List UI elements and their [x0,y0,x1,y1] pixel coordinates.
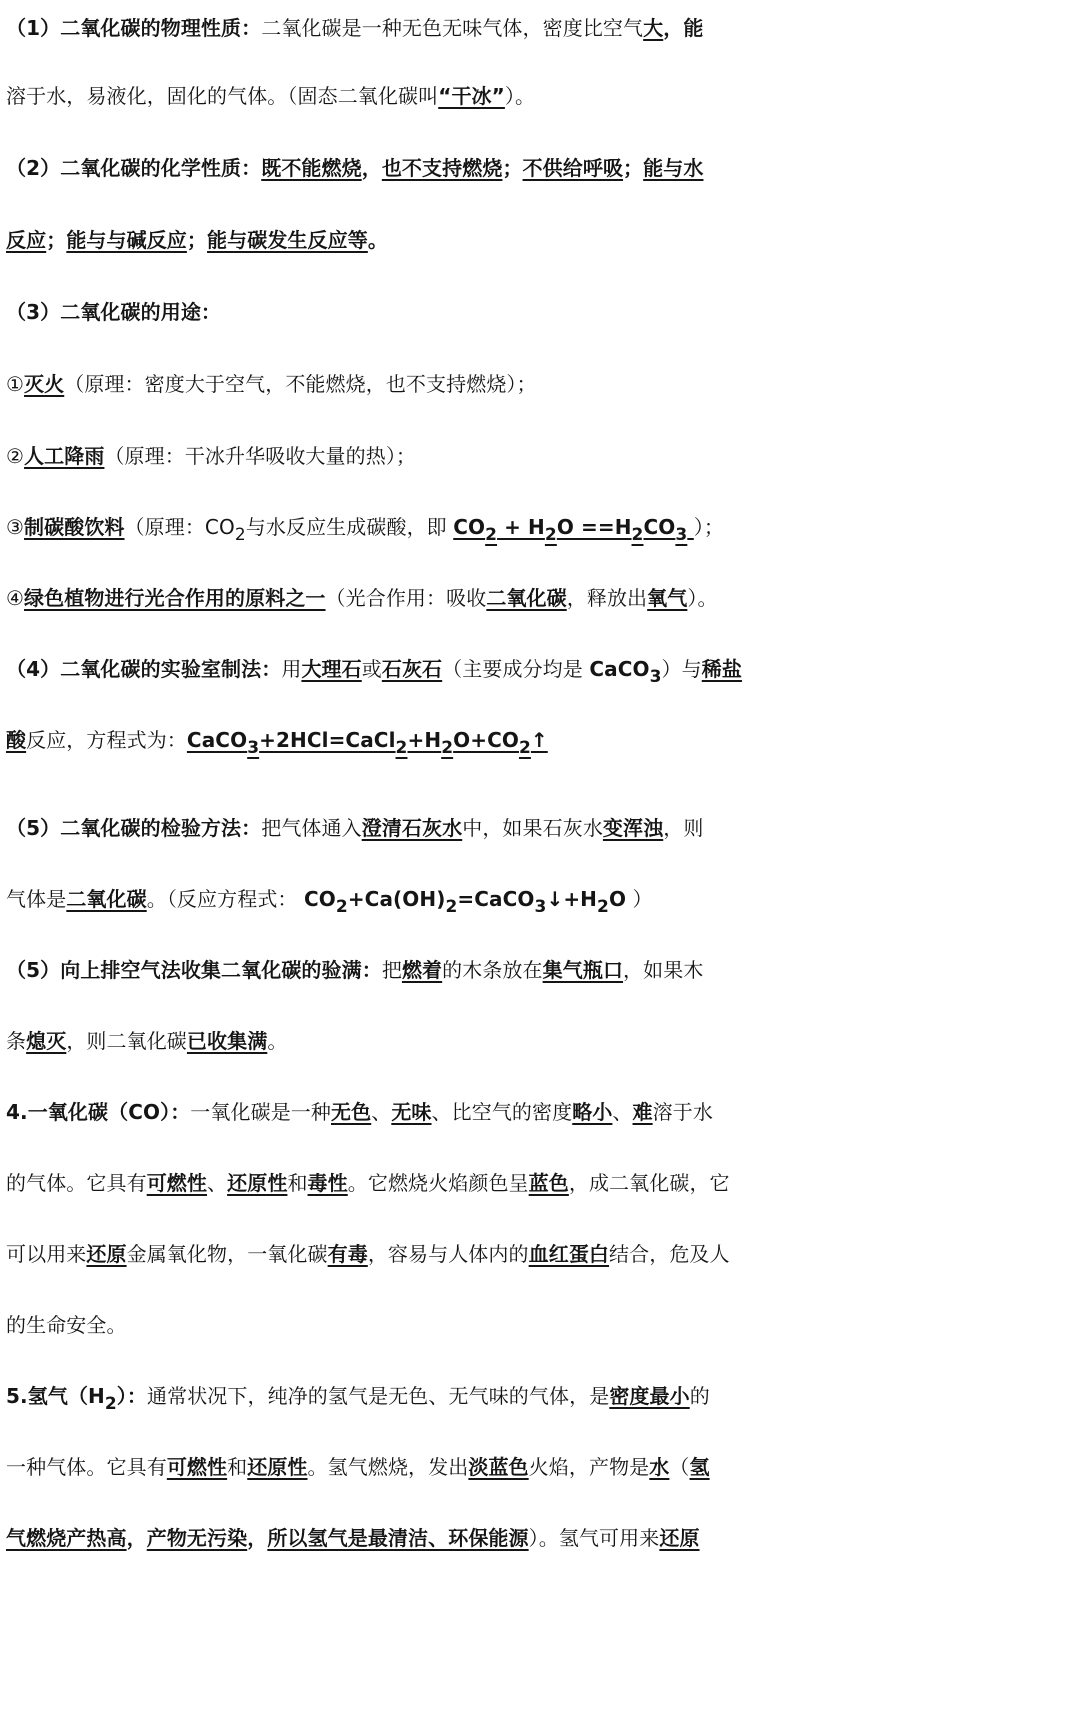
key-term: 反应 [6,228,47,252]
key-term: 能与与碱反应 [66,228,187,252]
text-run: 的木条放在 [442,958,543,982]
text-run: ，容易与人体内的 [367,1242,529,1266]
text-run: （ [669,1455,690,1479]
text-line-21 [6,1439,1076,1495]
key-term: 气燃烧产热高 [6,1526,127,1550]
text-line-15 [6,1013,1076,1069]
text-run: ，则二氧化碳 [66,1029,187,1053]
text-line-9 [6,570,1076,626]
text-run: ）。 [504,84,536,108]
key-term: 人工降雨 [24,444,105,468]
key-term: +H [407,728,442,752]
text-run: 、 [371,1100,392,1124]
text-line-16 [6,1084,1076,1140]
text-run: （主要成分均是 [442,657,590,681]
key-term: 略小 [572,1100,613,1124]
key-term: 毒性 [307,1171,348,1195]
text-run: 、比空气的密度 [431,1100,573,1124]
text-run: +Ca(OH) [347,887,446,911]
subscript: 2 [104,1394,117,1414]
key-term: 能与水 [643,156,704,180]
text-run: 反应，方程式为： [26,728,187,752]
key-term: ↑ [530,728,548,752]
text-run: 。 [367,228,388,252]
key-term: CaCO [186,728,248,752]
text-run: （4）二氧化碳的实验室制法： [6,657,282,681]
text-run: 。它燃烧火焰颜色呈 [347,1171,529,1195]
text-run: ）。 [687,586,718,610]
text-run: 。（反应方程式： [146,887,304,911]
key-term: 可燃性 [166,1455,228,1479]
key-term: 也不支持燃烧 [381,156,503,180]
text-run: （原理：干冰升华吸收大量的热）； [104,444,417,468]
text-line-17 [6,1155,1076,1211]
key-term: 灭火 [24,372,65,396]
text-run: 金属氧化物，一氧化碳 [126,1242,328,1266]
text-run: 通常状况下，纯净的氢气是无色、无气味的气体，是 [147,1384,610,1408]
key-term: 澄清石灰水 [361,816,463,840]
subscript: 2 [597,897,609,917]
key-term: 燃着 [401,958,443,982]
text-run: （原理：密度大于空气，不能燃烧，也不支持燃烧）； [64,372,537,396]
key-term: 稀盐 [701,657,742,681]
subscript: 3 [247,738,260,758]
text-run: ， [247,1526,268,1550]
subscript: 3 [675,525,688,545]
text-run: 一种气体。它具有 [6,1455,167,1479]
text-run: 把 [381,958,402,982]
text-run: 条 [6,1029,27,1053]
key-term: 难 [632,1100,653,1124]
key-term: 还原 [659,1526,700,1550]
text-run: 中，如果石灰水 [462,816,603,840]
text-run: ，则 [663,816,704,840]
text-run: ， [361,156,382,180]
text-run: 。氢气燃烧，发出 [307,1455,469,1479]
text-run: （5）二氧化碳的检验方法： [6,816,262,840]
key-term: O+CO [453,728,519,752]
text-run: 火焰，产物是 [528,1455,650,1479]
text-line-5 [6,284,1076,340]
key-term: +2HCl=CaCl [259,728,396,752]
text-run: 的生命安全。 [6,1313,127,1337]
subscript: 2 [544,525,557,545]
key-term: 有毒 [327,1242,368,1266]
key-term: 不供给呼吸 [522,156,624,180]
text-line-12 [6,800,1076,856]
text-run: ； [502,156,523,180]
text-run: 能 [683,16,704,40]
subscript: 2 [445,897,458,917]
text-run: 一氧化碳是一种 [190,1100,331,1124]
text-run: 把气体通入 [261,816,362,840]
text-run: （2）二氧化碳的化学性质： [6,156,262,180]
text-run: （光合作用：吸收 [325,586,487,610]
text-line-13 [6,871,1076,927]
key-term: 集气瓶口 [542,958,624,982]
text-line-4 [6,212,1076,268]
text-run: 、 [612,1100,633,1124]
text-run: ，成二氧化碳，它 [568,1171,730,1195]
text-run: 的气体。它具有 [6,1171,147,1195]
text-run: ； [46,228,67,252]
text-run: ， [663,16,684,40]
text-run: ② [6,444,25,468]
text-run: ）： [116,1384,147,1408]
text-run: 的 [689,1384,710,1408]
text-run: CaCO [589,657,650,681]
text-run: ）； [693,515,724,539]
text-line-1 [6,0,1076,56]
key-term: CO [643,515,676,539]
text-run: 与水反应生成碳酸，即 [245,515,454,539]
key-term: 所以氢气是最清洁、环保能源 [267,1526,529,1550]
text-run: 5.氢气（H [6,1384,105,1408]
subscript: 2 [234,525,246,545]
key-term: 可燃性 [146,1171,208,1195]
key-term: 还原性 [247,1455,308,1479]
text-line-22 [6,1510,1076,1566]
text-run: 用 [281,657,302,681]
key-term: 大 [643,16,664,40]
key-term: O ==H [556,515,632,539]
key-term: 淡蓝色 [468,1455,529,1479]
key-term: 无味 [391,1100,432,1124]
text-run: ↓+H [546,887,598,911]
subscript: 2 [518,738,531,758]
key-term: CO [453,515,486,539]
key-term: 制碳酸饮料 [24,515,125,539]
text-run: ； [623,156,644,180]
key-term: 二氧化碳 [66,887,147,911]
key-term: 无色 [331,1100,372,1124]
text-line-14 [6,942,1076,998]
key-term: + H [497,515,545,539]
text-run: （1）二氧化碳的物理性质： [6,16,262,40]
text-line-20 [6,1368,1076,1424]
text-run: 4.一氧化碳（CO）： [6,1100,191,1124]
subscript: 3 [534,897,547,917]
key-term: 产物无污染 [146,1526,248,1550]
text-run: 、 [207,1171,228,1195]
text-run: ） [626,887,653,911]
key-term: 还原性 [227,1171,288,1195]
subscript: 2 [441,738,454,758]
text-run: ）。氢气可用来 [528,1526,660,1550]
subscript: 2 [335,897,348,917]
key-term: 绿色植物进行光合作用的原料之一 [24,586,326,610]
text-run: ， [126,1526,147,1550]
key-term: 二氧化碳 [486,586,567,610]
text-run: 二氧化碳是一种无色无味气体，密度比空气 [261,16,644,40]
key-term: 氧气 [647,586,688,610]
text-run: 可以用来 [6,1242,87,1266]
text-run: 溶于水 [652,1100,713,1124]
key-term: 酸 [6,728,27,752]
key-term: 还原 [86,1242,127,1266]
key-term: 蓝色 [528,1171,569,1195]
text-line-11 [6,712,1076,768]
key-term: 氢 [689,1455,710,1479]
text-line-10 [6,641,1076,697]
key-term: 既不能燃烧 [261,156,362,180]
text-run: 和 [227,1455,248,1479]
text-run: （5）向上排空气法收集二氧化碳的验满： [6,958,382,982]
text-run: ）与 [661,657,702,681]
text-run: 或 [361,657,382,681]
text-run: CO [303,887,336,911]
text-run: （3）二氧化碳的用途： [6,300,222,324]
key-term: 能与碳发生反应等 [207,228,368,252]
key-term: 石灰石 [381,657,443,681]
text-run: ，释放出 [566,586,648,610]
text-line-18 [6,1226,1076,1282]
key-term: 熄灭 [26,1029,67,1053]
text-run: ； [186,228,208,252]
subscript: 2 [395,738,408,758]
key-term: 变浑浊 [602,816,664,840]
text-line-2 [6,68,1076,124]
key-term: 已收集满 [186,1029,268,1053]
text-run: 溶于水，易液化，固化的气体。（固态二氧化碳叫 [6,84,439,108]
subscript: 2 [631,525,644,545]
text-run: 气体是 [6,887,67,911]
text-run: 结合，危及人 [609,1242,730,1266]
key-term: 密度最小 [609,1384,690,1408]
text-run: =CaCO [457,887,535,911]
text-run: ③ [6,515,25,539]
text-run: ① [6,372,25,396]
text-run: （原理：CO [124,515,235,539]
text-run: ④ [6,586,25,610]
text-run: ，如果木 [623,958,704,982]
text-run: O [608,887,627,911]
text-line-7 [6,428,1076,484]
text-run: 。 [267,1029,288,1053]
key-term: 大理石 [301,657,362,681]
text-line-3 [6,140,1076,196]
text-run: 和 [287,1171,308,1195]
key-term: 血红蛋白 [528,1242,610,1266]
key-term: “干冰” [438,84,505,108]
text-line-6 [6,356,1076,412]
key-term: 水 [649,1455,670,1479]
text-line-8 [6,499,1076,555]
subscript: 2 [485,525,498,545]
text-line-19 [6,1297,1076,1353]
subscript: 3 [649,667,662,687]
